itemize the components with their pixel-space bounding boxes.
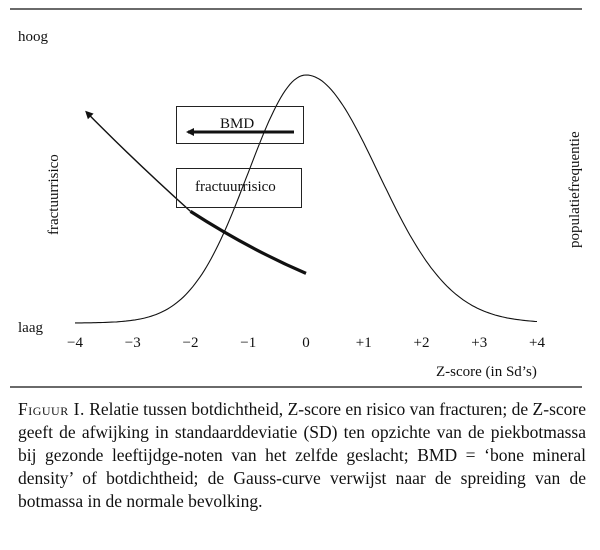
x-tick-label: +1 bbox=[355, 335, 372, 351]
x-tick-label: −3 bbox=[124, 335, 141, 351]
y-axis-label-right: populatiefrequentie bbox=[567, 131, 583, 248]
x-axis-label: Z-score (in Sd’s) bbox=[436, 364, 537, 380]
fracture-risk-curve-extension bbox=[87, 112, 191, 211]
caption-text: Relatie tussen botdichtheid, Z-score en risico van fracturen; de Z-score geeft de afwijking in standaarddeviatie (SD) ten opzichte van de piekbotmassa bij gezonde leeftijdge-noten van het zelfde geslacht; BMD = ‘bone mineral density’ of botdichtheid; de Gauss-curve verwijst naar de spreiding van de botmassa in de normale bevolking. bbox=[18, 399, 587, 511]
x-tick-label: −1 bbox=[240, 335, 257, 351]
bmd-label: BMD bbox=[220, 116, 255, 132]
x-tick-label: +3 bbox=[471, 335, 488, 351]
figure-caption bbox=[18, 398, 586, 513]
y-axis-label-left: fractuurrisico bbox=[46, 154, 62, 235]
x-tick-label: −4 bbox=[67, 335, 83, 351]
figure-label: Figuur I. bbox=[18, 399, 85, 419]
y-top-label: hoog bbox=[18, 29, 48, 45]
x-tick-label: +2 bbox=[413, 335, 430, 351]
y-bottom-label: laag bbox=[18, 320, 43, 336]
x-tick-label: −2 bbox=[182, 335, 199, 351]
gauss-curve bbox=[75, 75, 537, 323]
x-tick-label: 0 bbox=[302, 335, 310, 351]
fractuurrisico-box-label: fractuurrisico bbox=[195, 179, 276, 195]
x-tick-label: +4 bbox=[529, 335, 545, 351]
